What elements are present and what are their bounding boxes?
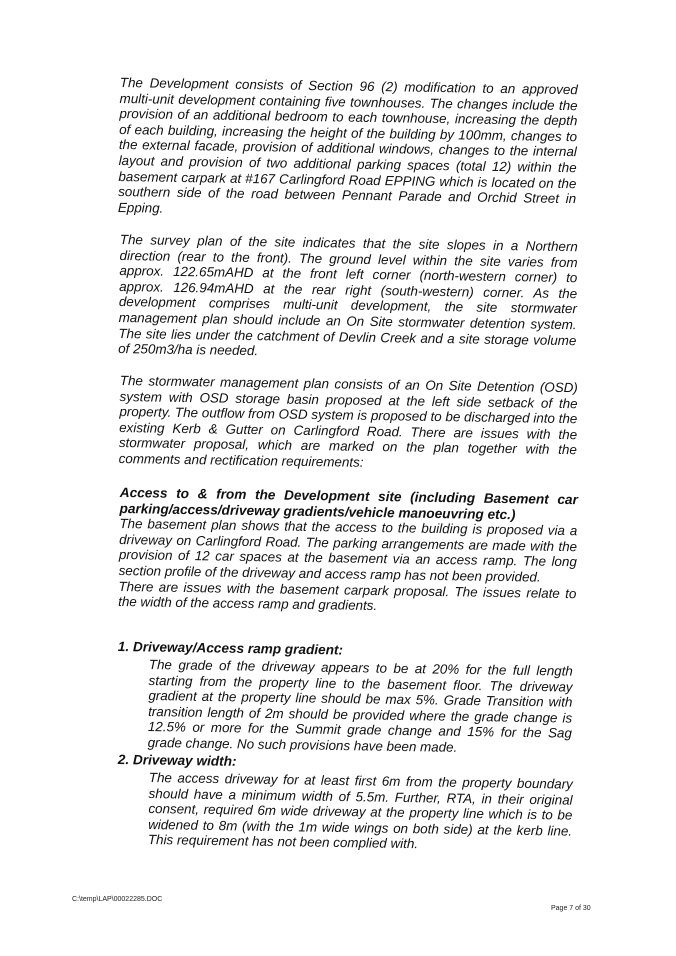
footer-file-path: C:\temp\LAP\00022285.DOC <box>72 896 163 903</box>
paragraph-survey-plan: The survey plan of the site indicates that the site slopes in a Northern direction (rear to the front). The ground level within the site varies from approx. 122.65mAHD at the front left corner (north-western corner) to approx. 126.94mAHD at the rear right (south-western) corner. As the development comprises multi-unit development, the site stormwater management plan should include an On Site stormwater detention system. The site lies under the catchment of Devlin Creek and a site storage volume of 250m3/ha is needed. <box>118 232 578 359</box>
paragraph-basement-plan: The basement plan shows that the access to the building is proposed via a driveway on Carlingford Road. The parking arrangements are made with the provision of 12 car spaces at the basement via an access ramp. The long section profile of the driveway and access ramp has not been provided. <box>118 516 578 585</box>
footer-page-number: Page 7 of 30 <box>551 905 591 912</box>
item-body-width: The access driveway for at least first 6m from the property boundary should have a minimum width of 5.5m. Further, RTA, in their original consent, required 6m wide driveway at the property line which is to be widened to 8m (with the 1m wide wings on both side) at the kerb line. This requirement has not been complied with. <box>147 770 573 852</box>
item-title-width: 2. Driveway width: <box>117 752 237 769</box>
item-title-gradient: 1. Driveway/Access ramp gradient: <box>117 639 344 658</box>
section-heading-access: Access to & from the Development site (including Basement car parking/access/driveway gradients/vehicle manoeuvring etc.) <box>119 485 578 522</box>
section-access <box>118 485 578 617</box>
paragraph-stormwater-plan: The stormwater management plan consists of an On Site Detention (OSD) system with OSD storage basin proposed at the left side setback of the property. The outflow from OSD system is proposed to be discharged into the existing Kerb & Gutter on Carlingford Road. There are issues with the stormwater proposal, which are marked on the plan together with the comments and rectification requirements: <box>118 373 578 470</box>
item-body-gradient: The grade of the driveway appears to be at 20% for the full length starting from the property line to the basement floor. The driveway gradient at the property line should be max 5%. Grade Transition with transition length of 2m should be provided where the grade change is 12.5% or more for the Summit grade change and 15% for the Sag grade change. No such provisions have been made. <box>147 657 573 755</box>
paragraph-basement-issues: There are issues with the basement carpark proposal. The issues relate to the width of the access ramp and gradients. <box>118 578 577 614</box>
paragraph-development-description: The Development consists of Section 96 (2) modification to an approved multi-unit development containing five townhouses. The changes include the provision of an additional bedroom to each townhouse, increasing the depth of each building, increasing the height of the building by 100mm, changes to the external facade, provision of additional windows, changes to the internal layout and provision of two additional parking spaces (total 12) within the basement carpark at #167 Carlingford Road EPPING which is located on the southern side of the road between Pennant Parade and Orchid Street in Epping. <box>117 75 578 216</box>
